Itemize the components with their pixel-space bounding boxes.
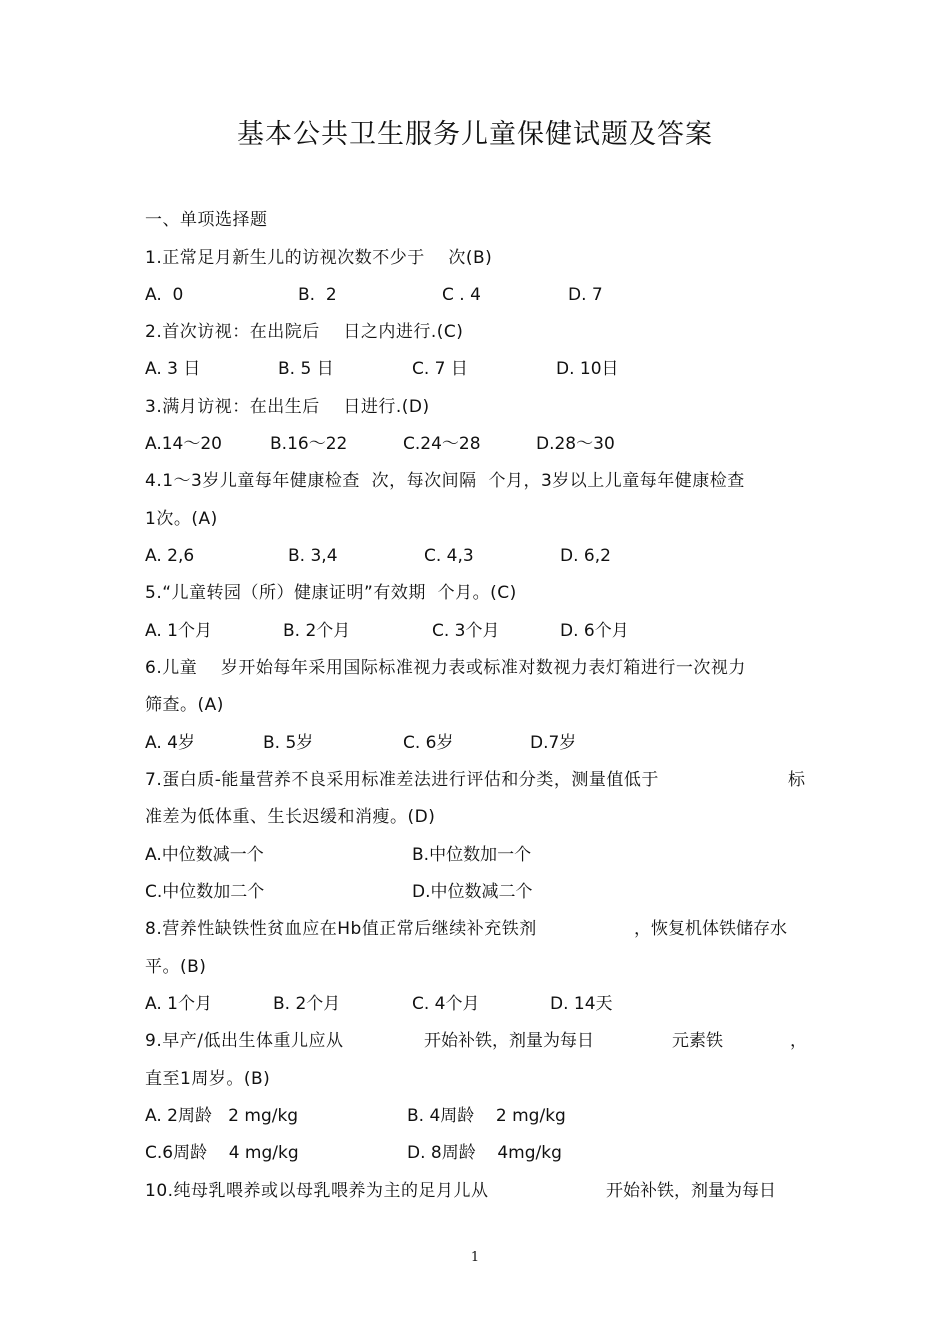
- q9-option-b: B. 4周龄 2 mg/kg: [407, 1106, 566, 1126]
- question-10-line1: 10.纯母乳喂养或以母乳喂养为主的足月儿从: [145, 1181, 489, 1201]
- question-5: 5.“儿童转园（所）健康证明”有效期 个月。(C): [145, 583, 517, 603]
- q9-option-c: C.6周龄 4 mg/kg: [145, 1143, 299, 1163]
- q4-option-a: A. 2,6: [145, 546, 195, 566]
- question-9-line2: 直至1周岁。(B): [145, 1069, 271, 1089]
- q7-option-c: C.中位数加二个: [145, 882, 265, 902]
- question-7-line2: 准差为低体重、生长迟缓和消瘦。(D): [145, 807, 436, 827]
- q4-option-b: B. 3,4: [288, 546, 338, 566]
- question-6-line2: 筛查。(A): [145, 695, 224, 715]
- question-8-line2: 平。(B): [145, 957, 207, 977]
- question-9-line1: 9.早产/低出生体重儿应从: [145, 1031, 344, 1051]
- q2-option-a: A. 3 日: [145, 359, 201, 379]
- q6-option-b: B. 5岁: [263, 733, 314, 753]
- q6-option-a: A. 4岁: [145, 733, 195, 753]
- q6-option-d: D.7岁: [530, 733, 577, 753]
- q3-option-c: C.24～28: [403, 434, 481, 454]
- document-title: 基本公共卫生服务儿童保健试题及答案: [237, 119, 713, 150]
- q5-option-c: C. 3个月: [432, 621, 500, 641]
- q9-option-d: D. 8周龄 4mg/kg: [407, 1143, 562, 1163]
- question-1: 1.正常足月新生儿的访视次数不少于 次(B): [145, 248, 493, 268]
- question-9-line1-end: ，: [790, 1031, 807, 1051]
- q4-option-c: C. 4,3: [424, 546, 474, 566]
- q1-option-b: B. 2: [298, 285, 337, 305]
- q8-option-c: C. 4个月: [412, 994, 480, 1014]
- q2-option-d: D. 10日: [556, 359, 619, 379]
- q5-option-a: A. 1个月: [145, 621, 212, 641]
- q3-option-a: A.14～20: [145, 434, 222, 454]
- q1-option-c: C . 4: [442, 285, 481, 305]
- question-8-line1-end: ，恢复机体铁储存水: [634, 919, 787, 939]
- question-8-line1: 8.营养性缺铁性贫血应在Hb值正常后继续补充铁剂: [145, 919, 537, 939]
- q6-option-c: C. 6岁: [403, 733, 454, 753]
- question-3: 3.满月访视：在出生后 日进行.(D): [145, 397, 430, 417]
- q2-option-c: C. 7 日: [412, 359, 468, 379]
- q3-option-b: B.16～22: [270, 434, 348, 454]
- q1-option-d: D. 7: [568, 285, 603, 305]
- question-9-line1-mid1: 开始补铁，剂量为每日: [424, 1031, 594, 1051]
- page-number: 1: [470, 1250, 480, 1265]
- q5-option-b: B. 2个月: [283, 621, 351, 641]
- q8-option-b: B. 2个月: [273, 994, 341, 1014]
- q7-option-a: A.中位数减一个: [145, 845, 264, 865]
- q4-option-d: D. 6,2: [560, 546, 611, 566]
- question-7-line1-end: 标: [788, 770, 805, 790]
- q9-option-a: A. 2周龄 2 mg/kg: [145, 1106, 299, 1126]
- question-7-line1: 7.蛋白质-能量营养不良采用标准差法进行评估和分类，测量值低于: [145, 770, 659, 790]
- q1-option-a: A. 0: [145, 285, 184, 305]
- question-2: 2.首次访视：在出院后 日之内进行.(C): [145, 322, 464, 342]
- q2-option-b: B. 5 日: [278, 359, 334, 379]
- q7-option-d: D.中位数减二个: [412, 882, 533, 902]
- question-4-line2: 1次。(A): [145, 509, 218, 529]
- q8-option-a: A. 1个月: [145, 994, 212, 1014]
- question-10-line1-end: 开始补铁，剂量为每日: [606, 1181, 776, 1201]
- q8-option-d: D. 14天: [550, 994, 613, 1014]
- section-heading: 一、单项选择题: [145, 210, 268, 230]
- question-6-line1: 6.儿童 岁开始每年采用国际标准视力表或标准对数视力表灯箱进行一次视力: [145, 658, 746, 678]
- question-4-line1: 4.1～3岁儿童每年健康检查 次，每次间隔 个月，3岁以上儿童每年健康检查: [145, 471, 745, 491]
- q3-option-d: D.28～30: [536, 434, 615, 454]
- q7-option-b: B.中位数加一个: [412, 845, 532, 865]
- q5-option-d: D. 6个月: [560, 621, 629, 641]
- question-9-line1-mid2: 元素铁: [672, 1031, 723, 1051]
